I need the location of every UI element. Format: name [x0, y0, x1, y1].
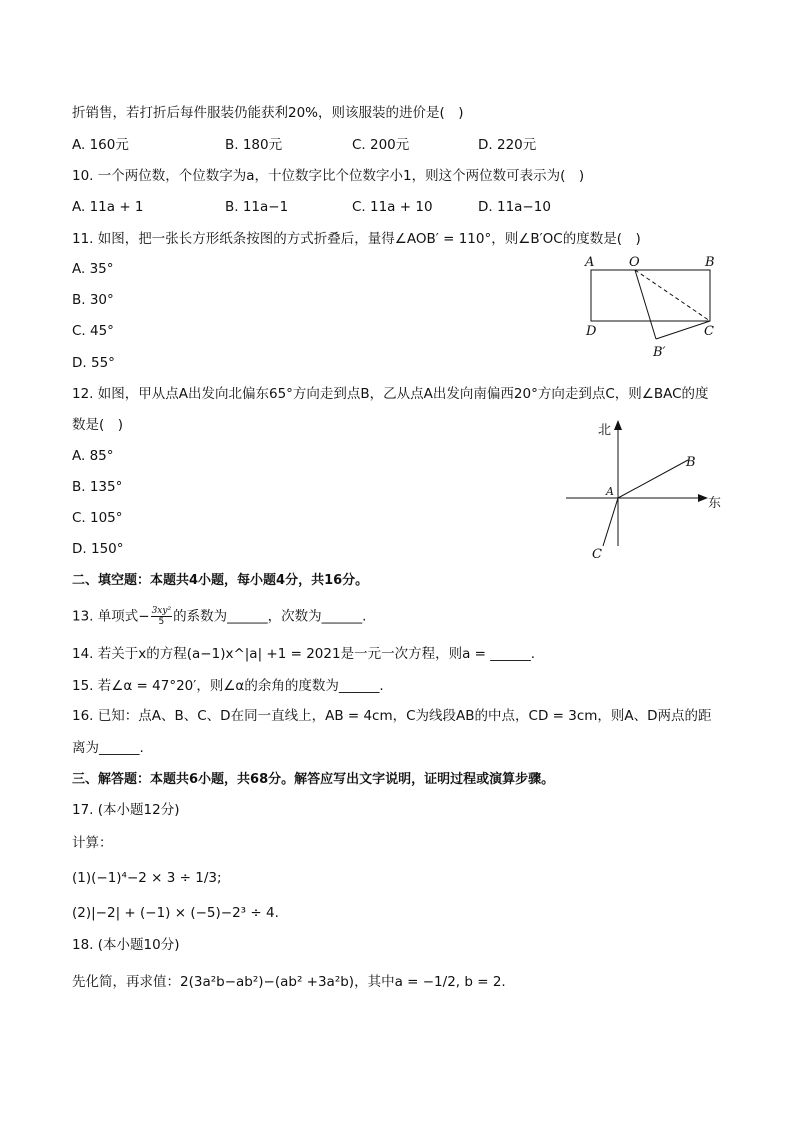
label-d: D [586, 324, 597, 339]
q11-fold-figure [580, 252, 725, 362]
q12-text-1: 12. 如图，甲从点A出发向北偏东65°方向走到点B，乙从点A出发向南偏西20°方向走到点C，则∠BAC的度 [72, 386, 709, 402]
ray-ac [603, 498, 618, 546]
q12-text-2: 数是( ) [72, 417, 124, 433]
q18-text: 先化简，再求值：2(3a²b−ab²)−(ab² +3a²b)，其中a = −1/2, b = 2. [72, 974, 506, 990]
q13-denominator: 5 [158, 617, 165, 627]
label-c: C [592, 547, 602, 562]
q10-option-c: C. 11a + 10 [352, 199, 433, 215]
section-3-heading: 三、解答题：本题共6小题，共68分。解答应写出文字说明，证明过程或演算步骤。 [72, 772, 555, 787]
label-east: 东 [708, 496, 722, 511]
label-c: C [704, 324, 714, 339]
q11-option-a: A. 35° [72, 261, 114, 277]
label-b-prime: B′ [653, 345, 666, 360]
ray-ab [618, 460, 688, 498]
q10-option-d: D. 11a−10 [478, 199, 551, 215]
q12-option-b: B. 135° [72, 479, 123, 495]
q10-option-a: A. 11a + 1 [72, 199, 144, 215]
label-a: A [606, 485, 614, 498]
q11-fold-edge [656, 321, 710, 339]
q12-option-d: D. 150° [72, 541, 124, 557]
label-b: B [705, 255, 715, 270]
label-o: O [629, 255, 640, 270]
q17-intro: 计算： [72, 835, 113, 851]
q11-rectangle [591, 270, 710, 321]
q18-title: 18. (本小题10分) [72, 937, 180, 953]
q13-fraction [151, 606, 173, 627]
label-a: A [585, 255, 595, 270]
q9-option-b: B. 180元 [225, 137, 283, 153]
label-b: B [686, 455, 696, 470]
north-arrow-icon [614, 420, 622, 430]
q15-text: 15. 若∠α = 47°20′，则∠α的余角的度数为______. [72, 678, 384, 694]
q13-pre: 13. 单项式− [72, 608, 150, 625]
q11-fold-line [635, 270, 656, 339]
q12-direction-figure [560, 418, 725, 564]
q16-text-2: 离为______. [72, 740, 144, 756]
q11-text: 11. 如图，把一张长方形纸条按图的方式折叠后，量得∠AOB′ = 110°，则∠B′OC的度数是( ) [72, 231, 641, 247]
q9-text: 折销售，若打折后每件服装仍能获利20%，则该服装的进价是( ) [72, 105, 464, 121]
q13-numerator: 3xy² [151, 606, 172, 616]
q17-part-1: (1)(−1)⁴−2 × 3 ÷ 1/3; [72, 870, 222, 886]
q17-title: 17. (本小题12分) [72, 802, 180, 818]
east-arrow-icon [698, 494, 708, 502]
q13-text [72, 606, 366, 627]
q17-part-2: (2)|−2| + (−1) × (−5)−2³ ÷ 4. [72, 905, 279, 921]
q11-option-c: C. 45° [72, 323, 114, 339]
q10-text: 10. 一个两位数，个位数字为a，十位数字比个位数字小1，则这个两位数可表示为( ) [72, 168, 585, 184]
label-north: 北 [598, 423, 612, 438]
q13-post: 的系数为______，次数为______. [173, 608, 367, 625]
q11-option-d: D. 55° [72, 355, 115, 371]
q14-text: 14. 若关于x的方程(a−1)x^|a| +1 = 2021是一元一次方程，则a = ______. [72, 646, 536, 662]
q11-dashed-oc [635, 270, 710, 321]
q9-option-c: C. 200元 [352, 137, 410, 153]
q10-option-b: B. 11a−1 [225, 199, 289, 215]
q9-option-a: A. 160元 [72, 137, 129, 153]
q11-option-b: B. 30° [72, 292, 114, 308]
section-2-heading: 二、填空题：本题共4小题，每小题4分，共16分。 [72, 573, 369, 588]
q16-text-1: 16. 已知：点A、B、C、D在同一直线上，AB = 4cm，C为线段AB的中点，CD = 3cm，则A、D两点的距 [72, 708, 712, 724]
q12-option-c: C. 105° [72, 510, 123, 526]
q9-option-d: D. 220元 [478, 137, 537, 153]
q12-option-a: A. 85° [72, 448, 114, 464]
